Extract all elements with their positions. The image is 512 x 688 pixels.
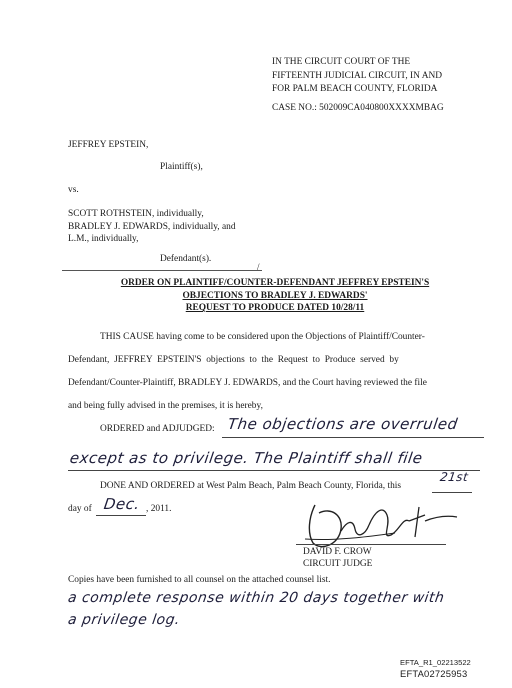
footer-reference-1: EFTA_R1_02213522	[400, 658, 471, 667]
judge-block	[303, 546, 372, 570]
plaintiff-role: Plaintiff(s),	[160, 162, 203, 172]
defendant-line-3: L.M., individually,	[68, 234, 139, 244]
caption-divider	[62, 270, 262, 271]
judge-title: CIRCUIT JUDGE	[303, 559, 373, 569]
ordered-fill-line	[222, 437, 484, 438]
handwritten-bottom-2: a privilege log.	[66, 612, 182, 628]
handwritten-bottom-1: a complete response within 20 days together with	[66, 590, 446, 606]
judge-name: DAVID F. CROW	[303, 547, 372, 557]
handwritten-ruling-2: except as to privilege. The Plaintiff shall file	[68, 449, 424, 467]
court-header	[272, 56, 442, 97]
body-line-2: Defendant, JEFFREY EPSTEIN'S objections to the Request to Produce served by	[68, 355, 399, 365]
month-fill-line	[96, 515, 146, 516]
footer-reference-2: EFTA02725953	[400, 668, 468, 679]
day-of-label: day of	[68, 504, 92, 514]
court-line-1: IN THE CIRCUIT COURT OF THE	[272, 57, 411, 67]
signature-line	[296, 544, 446, 545]
case-number: CASE NO.: 502009CA040800XXXXMBAG	[272, 103, 444, 113]
handwritten-ruling-1: The objections are overruled	[226, 415, 459, 433]
done-and-ordered: DONE AND ORDERED at West Palm Beach, Palm Beach County, Florida, this	[100, 481, 402, 491]
versus: vs.	[68, 185, 79, 195]
ruling-fill-line	[68, 470, 480, 471]
title-line-3: REQUEST TO PRODUCE DATED 10/28/11	[185, 303, 365, 313]
defendant-line-2: BRADLEY J. EDWARDS, individually, and	[68, 221, 236, 232]
title-line-1: ORDER ON PLAINTIFF/COUNTER-DEFENDANT JEFFREY EPSTEIN'S	[120, 278, 430, 288]
court-line-3: FOR PALM BEACH COUNTY, FLORIDA	[272, 84, 438, 94]
handwritten-month: Dec.	[102, 495, 142, 513]
defendant-line-1: SCOTT ROTHSTEIN, individually,	[68, 209, 204, 219]
body-line-3: Defendant/Counter-Plaintiff, BRADLEY J. EDWARDS, and the Court having reviewed the file	[68, 378, 427, 388]
title-line-2: OBJECTIONS TO BRADLEY J. EDWARDS'	[182, 290, 368, 301]
divider-slash-mark: /	[257, 262, 260, 272]
year: , 2011.	[146, 504, 172, 514]
copies-notice: Copies have been furnished to all counsel on the attached counsel list.	[68, 575, 331, 585]
day-fill-line	[432, 492, 472, 493]
order-title	[60, 277, 490, 315]
defendants-block	[68, 208, 236, 246]
body-line-1: THIS CAUSE having come to be considered upon the Objections of Plaintiff/Counter-	[100, 332, 425, 342]
handwritten-day: 21st	[439, 470, 470, 484]
body-line-4: and being fully advised in the premises, it is hereby,	[68, 401, 263, 411]
defendant-role: Defendant(s).	[160, 254, 212, 264]
ordered-adjudged: ORDERED and ADJUDGED:	[100, 424, 215, 434]
court-line-2: FIFTEENTH JUDICIAL CIRCUIT, IN AND	[272, 70, 443, 81]
plaintiff-name: JEFFREY EPSTEIN,	[68, 140, 149, 150]
